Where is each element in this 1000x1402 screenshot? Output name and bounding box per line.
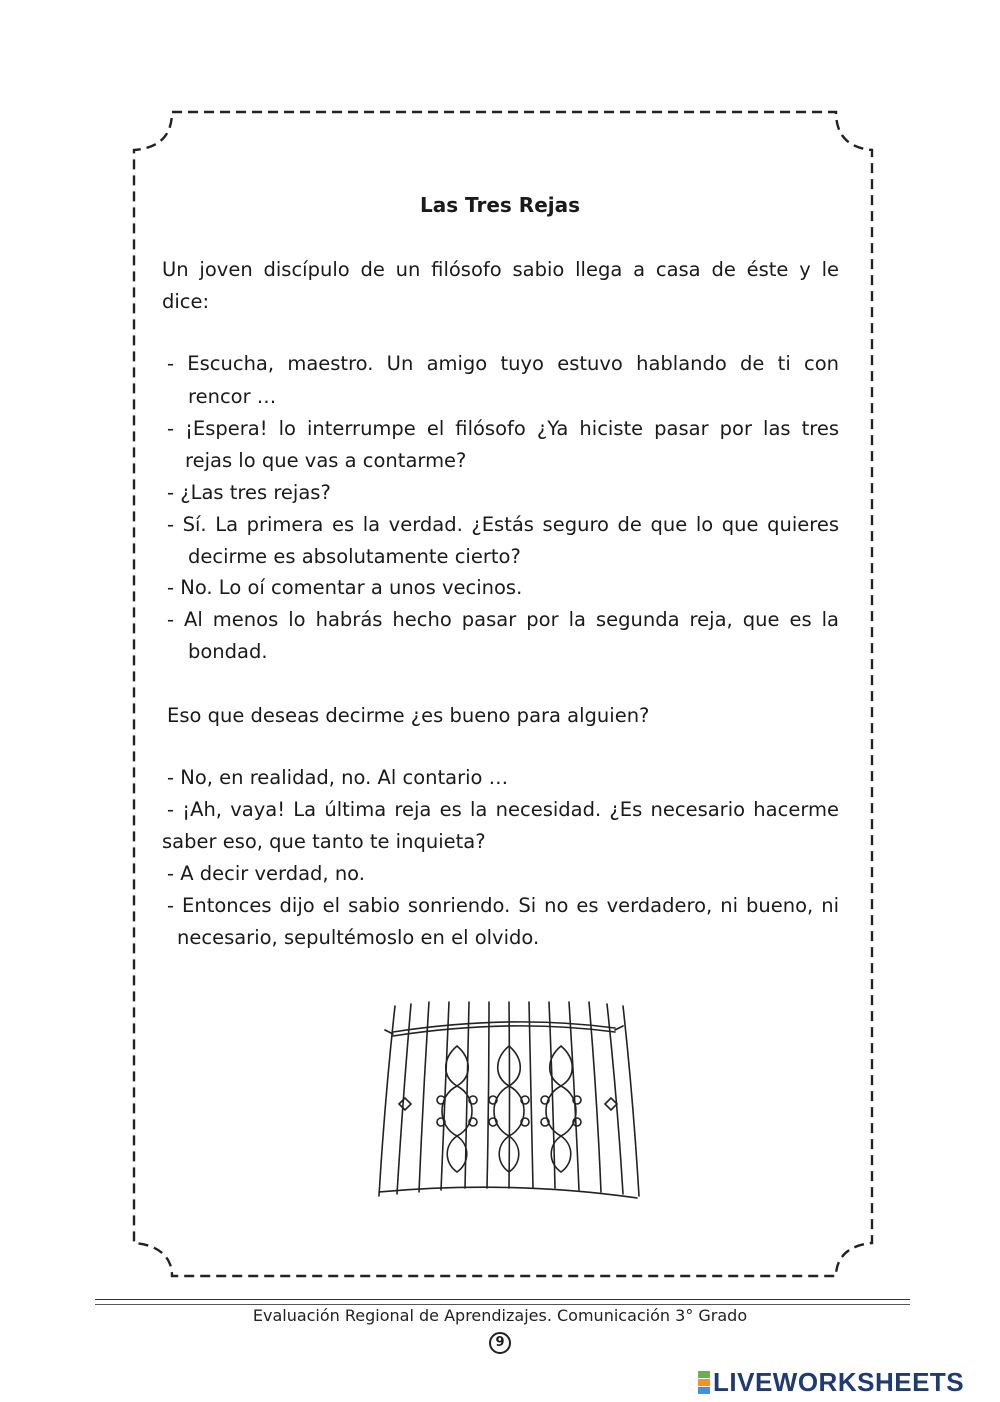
dialogue-line: - Entonces dijo el sabio sonriendo. Si no es verdadero, ni bueno, ni <box>167 894 839 917</box>
brand-name: LIVEWORKSHEETS <box>713 1367 965 1397</box>
footer-rule <box>95 1304 910 1305</box>
dialogue-line: rejas lo que vas a contarme? <box>185 449 467 472</box>
dialogue-line: - Escucha, maestro. Un amigo tuyo estuvo hablando de ti con <box>167 352 839 375</box>
dialogue-line: - A decir verdad, no. <box>167 862 365 885</box>
text-line: dice: <box>162 290 210 313</box>
iron-grille-illustration <box>375 996 645 1206</box>
dialogue-line: - No, en realidad, no. Al contario … <box>167 766 509 789</box>
page-number: 9 <box>489 1332 511 1354</box>
footer-caption: Evaluación Regional de Aprendizajes. Comunicación 3° Grado <box>252 1306 748 1325</box>
story-title: Las Tres Rejas <box>419 193 581 217</box>
dialogue-line: - ¡Espera! lo interrumpe el filósofo ¿Ya hiciste pasar por las tres <box>167 417 839 440</box>
dialogue-line: bondad. <box>188 640 268 663</box>
dialogue-line: - Sí. La primera es la verdad. ¿Estás seguro de que lo que quieres <box>167 513 839 536</box>
footer-rule <box>95 1299 910 1300</box>
dialogue-line: saber eso, que tanto te inquieta? <box>162 830 486 853</box>
dialogue-line: - No. Lo oí comentar a unos vecinos. <box>167 576 523 599</box>
brand-mark-icon <box>698 1371 710 1394</box>
dialogue-line: - ¿Las tres rejas? <box>167 481 331 504</box>
dialogue-line: decirme es absolutamente cierto? <box>188 545 521 568</box>
liveworksheets-logo[interactable] <box>698 1367 964 1397</box>
text-line: Un joven discípulo de un filósofo sabio llega a casa de éste y le <box>162 258 839 281</box>
dialogue-line: - Al menos lo habrás hecho pasar por la segunda reja, que es la <box>167 608 839 631</box>
dialogue-line: - ¡Ah, vaya! La última reja es la necesidad. ¿Es necesario hacerme <box>167 798 839 821</box>
dialogue-line: rencor … <box>188 385 277 408</box>
dialogue-line: necesario, sepultémoslo en el olvido. <box>177 926 540 949</box>
text-line: Eso que deseas decirme ¿es bueno para alguien? <box>167 704 650 727</box>
